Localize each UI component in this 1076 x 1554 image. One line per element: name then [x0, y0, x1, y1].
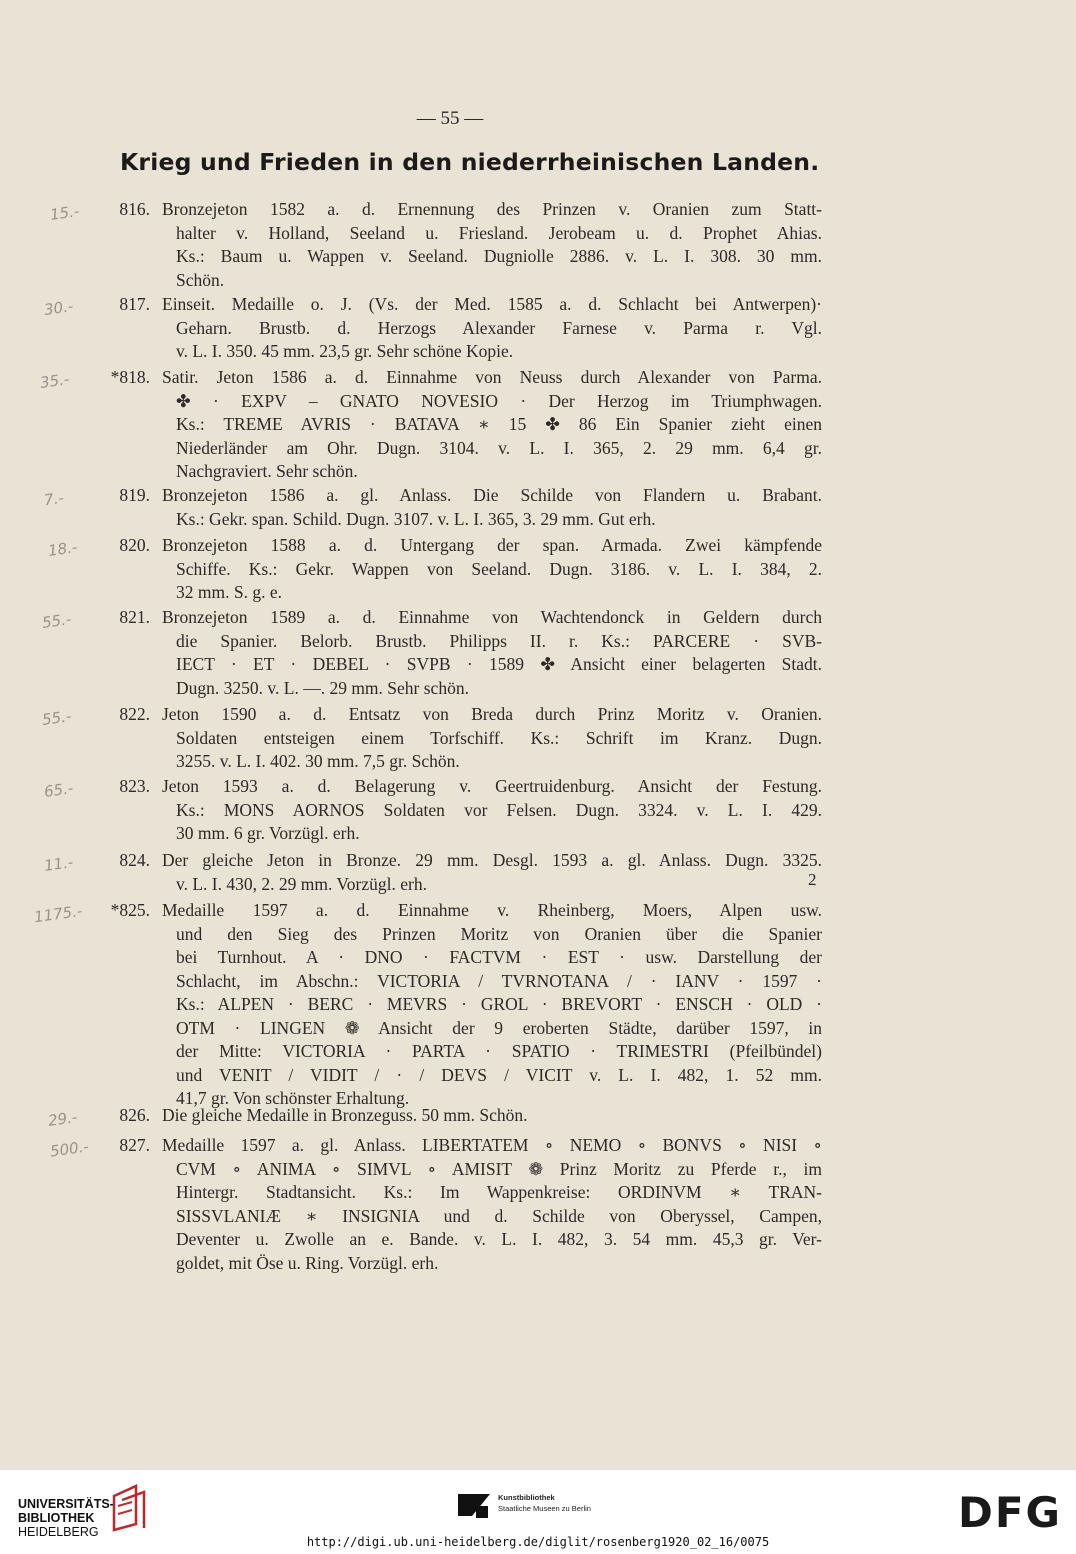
entry-line: ✤ · EXPV – GNATO NOVESIO · Der Herzog im Triumphwagen.	[176, 390, 822, 411]
library-name: UNIVERSITÄTS- BIBLIOTHEK HEIDELBERG	[18, 1497, 114, 1539]
entry-number: 821.	[119, 607, 150, 627]
entry-line: goldet, mit Öse u. Ring. Vorzügl. erh.	[176, 1252, 439, 1273]
entry-line: Bronzejeton 1582 a. d. Ernennung des Prinzen v. Oranien zum Statt-	[162, 199, 822, 219]
entry-line: 41,7 gr. Von schönster Erhaltung.	[176, 1088, 410, 1108]
entry-line: Bronzejeton 1586 a. gl. Anlass. Die Schilde von Flandern u. Brabant.	[162, 485, 822, 505]
entry-description	[162, 606, 822, 700]
entry-line: der Mitte: VICTORIA · PARTA · SPATIO · TRIMESTRI (Pfeilbündel)	[176, 1041, 822, 1061]
handwritten-price: 55.-	[40, 610, 73, 632]
entry-line: Schiffe. Ks.: Gekr. Wappen von Seeland. Dugn. 3186. v. L. I. 384, 2.	[176, 558, 822, 579]
page-number: — 55 —	[416, 108, 484, 129]
entry-line: Nachgraviert. Sehr schön.	[176, 461, 358, 481]
entry-line: Deventer u. Zwolle an e. Bande. v. L. I. 482, 3. 54 mm. 45,3 gr. Ver-	[176, 1229, 822, 1249]
entry-number: 823.	[119, 776, 150, 796]
entry-line: Niederländer am Ohr. Dugn. 3104. v. L. I. 365, 2. 29 mm. 6,4 gr.	[176, 437, 822, 458]
entry-line: Schlacht, im Abschn.: VICTORIA / TVRNOTANA / · IANV · 1597 ·	[176, 970, 822, 991]
entry-line: Jeton 1593 a. d. Belagerung v. Geertruidenburg. Ansicht der Festung.	[162, 776, 822, 796]
entry-line: Bronzejeton 1589 a. d. Einnahme von Wachtendonck in Geldern durch	[162, 607, 822, 627]
handwritten-price: 30.-	[42, 297, 75, 319]
entry-description	[162, 849, 822, 896]
entry-line: Ks.: MONS AORNOS Soldaten vor Felsen. Dugn. 3324. v. L. I. 429.	[176, 799, 822, 820]
entry-number: 822.	[119, 704, 150, 724]
section-heading: Krieg und Frieden in den niederrheinischen Landen.	[120, 148, 820, 176]
handwritten-price: 7.-	[42, 488, 65, 510]
entry-description	[162, 703, 822, 774]
handwritten-price: 500.-	[48, 1137, 90, 1161]
handwritten-price: 35.-	[38, 370, 71, 392]
entry-line: SISSVLANIÆ ∗ INSIGNIA und d. Schilde von Oberyssel, Campen,	[176, 1205, 822, 1226]
margin-note: 2	[808, 870, 817, 889]
handwritten-price: 11.-	[42, 853, 75, 875]
entry-line: Geharn. Brustb. d. Herzogs Alexander Farnese v. Parma r. Vgl.	[176, 317, 822, 338]
entry-line: Der gleiche Jeton in Bronze. 29 mm. Desgl. 1593 a. gl. Anlass. Dugn. 3325.	[162, 850, 822, 870]
entry-line: Soldaten entsteigen einem Torfschiff. Ks.: Schrift im Kranz. Dugn.	[176, 727, 822, 748]
entry-number: 820.	[119, 535, 150, 555]
entry-number: *818.	[110, 367, 150, 387]
entry-description	[162, 293, 822, 364]
kunstbibliothek-logo-icon	[458, 1490, 490, 1522]
entry-line: Bronzejeton 1588 a. d. Untergang der span. Armada. Zwei kämpfende	[162, 535, 822, 555]
dfg-logo: DFG	[958, 1488, 1063, 1537]
entry-description	[162, 899, 822, 1111]
source-url[interactable]: http://digi.ub.uni-heidelberg.de/diglit/rosenberg1920_02_16/0075	[306, 1535, 770, 1549]
entry-line: Die gleiche Medaille in Bronzeguss. 50 mm. Schön.	[162, 1105, 528, 1125]
entry-line: bei Turnhout. A · DNO · FACTVM · EST · usw. Darstellung der	[176, 947, 822, 967]
entry-line: die Spanier. Belorb. Brustb. Philipps II. r. Ks.: PARCERE · SVB-	[176, 630, 822, 651]
entry-line: Schön.	[176, 269, 225, 290]
entry-line: v. L. I. 430, 2. 29 mm. Vorzügl. erh.	[176, 873, 427, 894]
entry-line: v. L. I. 350. 45 mm. 23,5 gr. Sehr schöne Kopie.	[176, 341, 514, 361]
entry-line: Medaille 1597 a. d. Einnahme v. Rheinberg, Moers, Alpen usw.	[162, 900, 822, 920]
entry-line: Einseit. Medaille o. J. (Vs. der Med. 1585 a. d. Schlacht bei Antwerpen)·	[162, 294, 822, 314]
entry-line: Satir. Jeton 1586 a. d. Einnahme von Neuss durch Alexander von Parma.	[162, 367, 822, 387]
entry-description	[162, 775, 822, 846]
entry-description	[162, 198, 822, 292]
entry-description	[162, 1134, 822, 1275]
handwritten-price: 55.-	[40, 707, 73, 729]
entry-description	[162, 1104, 822, 1128]
entry-description	[162, 366, 822, 484]
entry-line: Hintergr. Stadtansicht. Ks.: Im Wappenkreise: ORDINVM ∗ TRAN-	[176, 1182, 822, 1202]
entry-line: 30 mm. 6 gr. Vorzügl. erh.	[176, 823, 360, 843]
entry-number: 817.	[119, 294, 150, 314]
entry-line: CVM ∘ ANIMA ∘ SIMVL ∘ AMISIT ❁ Prinz Moritz zu Pferde r., im	[176, 1158, 822, 1179]
handwritten-price: 15.-	[48, 202, 81, 224]
entry-number: 816.	[119, 199, 150, 219]
entry-number: 827.	[119, 1135, 150, 1155]
entry-description	[162, 484, 822, 531]
entry-line: und den Sieg des Prinzen Moritz von Oranien über die Spanier	[176, 923, 822, 944]
university-library-logo-icon	[108, 1484, 152, 1532]
entry-line: Medaille 1597 a. gl. Anlass. LIBERTATEM ∘ NEMO ∘ BONVS ∘ NISI ∘	[162, 1135, 822, 1155]
entry-line: Ks.: Baum u. Wappen v. Seeland. Dugniolle 2886. v. L. I. 308. 30 mm.	[176, 246, 822, 266]
handwritten-price: 65.-	[42, 779, 75, 801]
handwritten-price: 29.-	[46, 1108, 79, 1130]
entry-description	[162, 534, 822, 605]
entry-line: 32 mm. S. g. e.	[176, 582, 282, 602]
handwritten-price: 18.-	[46, 538, 79, 560]
entry-line: und VENIT / VIDIT / · / DEVS / VICIT v. L. I. 482, 1. 52 mm.	[176, 1064, 822, 1085]
entry-line: IECT · ET · DEBEL · SVPB · 1589 ✤ Ansicht einer belagerten Stadt.	[176, 654, 822, 674]
entry-line: Ks.: Gekr. span. Schild. Dugn. 3107. v. L. I. 365, 3. 29 mm. Gut erh.	[176, 508, 656, 529]
entry-line: OTM · LINGEN ❁ Ansicht der 9 eroberten Städte, darüber 1597, in	[176, 1017, 822, 1038]
entry-number: 826.	[119, 1105, 150, 1125]
entry-line: 3255. v. L. I. 402. 30 mm. 7,5 gr. Schön.	[176, 751, 460, 771]
entry-number: 819.	[119, 485, 150, 505]
entry-line: Ks.: ALPEN · BERC · MEVRS · GROL · BREVORT · ENSCH · OLD ·	[176, 994, 822, 1014]
handwritten-price: 1175.-	[32, 901, 84, 927]
entry-number: *825.	[110, 900, 150, 920]
entry-number: 824.	[119, 850, 150, 870]
kunstbibliothek-name: Kunstbibliothek Staatliche Museen zu Berlin	[498, 1493, 591, 1513]
entry-line: Jeton 1590 a. d. Entsatz von Breda durch Prinz Moritz v. Oranien.	[162, 704, 822, 724]
entry-line: halter v. Holland, Seeland u. Friesland. Jerobeam u. d. Prophet Ahias.	[176, 222, 822, 243]
entry-line: Ks.: TREME AVRIS · BATAVA ∗ 15 ✤ 86 Ein Spanier zieht einen	[176, 414, 822, 434]
entry-line: Dugn. 3250. v. L. —. 29 mm. Sehr schön.	[176, 677, 469, 698]
